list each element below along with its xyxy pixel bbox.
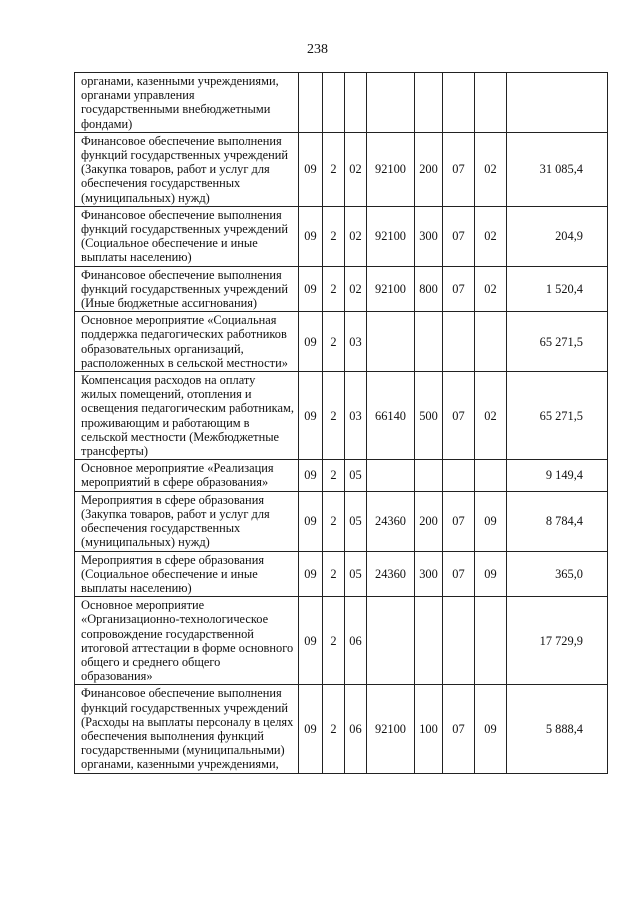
code-column-4: [367, 597, 415, 685]
code-column-3: 05: [345, 551, 367, 597]
code-column-7: 09: [475, 551, 507, 597]
row-amount: 31 085,4: [507, 132, 608, 206]
code-column-3: 05: [345, 491, 367, 551]
code-column-1: 09: [299, 266, 323, 312]
code-column-4: [367, 312, 415, 372]
row-description: органами, казенными учреждениями, органами управления государственными внебюджетными фондами): [75, 73, 299, 133]
code-column-4: 66140: [367, 372, 415, 460]
code-column-7: [475, 460, 507, 491]
code-column-7: 02: [475, 372, 507, 460]
code-column-6: 07: [443, 372, 475, 460]
code-column-4: 92100: [367, 132, 415, 206]
code-column-6: 07: [443, 491, 475, 551]
code-column-3: 06: [345, 597, 367, 685]
table-row: [75, 460, 608, 491]
code-column-2: 2: [323, 685, 345, 773]
code-column-2: 2: [323, 551, 345, 597]
row-amount: 65 271,5: [507, 372, 608, 460]
row-amount: 9 149,4: [507, 460, 608, 491]
code-column-5: 100: [415, 685, 443, 773]
code-column-3: 03: [345, 372, 367, 460]
row-amount: 365,0: [507, 551, 608, 597]
code-column-3: 03: [345, 312, 367, 372]
code-column-3: 02: [345, 206, 367, 266]
table-row: [75, 312, 608, 372]
code-column-5: 200: [415, 132, 443, 206]
code-column-6: [443, 460, 475, 491]
code-column-6: 07: [443, 266, 475, 312]
code-column-2: 2: [323, 312, 345, 372]
code-column-1: 09: [299, 597, 323, 685]
row-description: Финансовое обеспечение выполнения функций государственных учреждений (Социальное обеспечение и иные выплаты населению): [75, 206, 299, 266]
code-column-4: 24360: [367, 551, 415, 597]
row-amount: 5 888,4: [507, 685, 608, 773]
table-row: [75, 266, 608, 312]
code-column-7: [475, 312, 507, 372]
code-column-4: 24360: [367, 491, 415, 551]
row-amount: 1 520,4: [507, 266, 608, 312]
code-column-5: 300: [415, 551, 443, 597]
code-column-2: [323, 73, 345, 133]
row-amount: 17 729,9: [507, 597, 608, 685]
code-column-6: [443, 312, 475, 372]
row-amount: 204,9: [507, 206, 608, 266]
code-column-5: 200: [415, 491, 443, 551]
code-column-3: [345, 73, 367, 133]
code-column-2: 2: [323, 597, 345, 685]
code-column-6: 07: [443, 685, 475, 773]
table-row: [75, 685, 608, 773]
table-row: [75, 206, 608, 266]
code-column-4: 92100: [367, 685, 415, 773]
code-column-5: 800: [415, 266, 443, 312]
code-column-5: [415, 597, 443, 685]
code-column-1: 09: [299, 372, 323, 460]
code-column-3: 02: [345, 266, 367, 312]
row-description: Основное мероприятие «Организационно-технологическое сопровождение государственной итоговой аттестации в форме основного общего и среднего общего образования»: [75, 597, 299, 685]
code-column-1: 09: [299, 685, 323, 773]
code-column-7: 09: [475, 685, 507, 773]
code-column-1: 09: [299, 460, 323, 491]
budget-table: [74, 72, 608, 774]
code-column-5: 500: [415, 372, 443, 460]
code-column-4: [367, 460, 415, 491]
row-description: Финансовое обеспечение выполнения функций государственных учреждений (Иные бюджетные ассигнования): [75, 266, 299, 312]
code-column-2: 2: [323, 266, 345, 312]
code-column-2: 2: [323, 206, 345, 266]
code-column-5: [415, 312, 443, 372]
row-description: Мероприятия в сфере образования (Закупка товаров, работ и услуг для обеспечения государственных (муниципальных) нужд): [75, 491, 299, 551]
table-row: [75, 491, 608, 551]
table-row: [75, 372, 608, 460]
code-column-3: 05: [345, 460, 367, 491]
row-description: Компенсация расходов на оплату жилых помещений, отопления и освещения педагогическим работникам, проживающим и работающим в сельской местности (Межбюджетные трансферты): [75, 372, 299, 460]
code-column-1: 09: [299, 491, 323, 551]
code-column-7: 09: [475, 491, 507, 551]
code-column-6: 07: [443, 206, 475, 266]
code-column-3: 06: [345, 685, 367, 773]
code-column-5: [415, 460, 443, 491]
code-column-2: 2: [323, 132, 345, 206]
code-column-6: [443, 597, 475, 685]
code-column-6: [443, 73, 475, 133]
page-number: 238: [307, 42, 328, 57]
row-description: Основное мероприятие «Реализация мероприятий в сфере образования»: [75, 460, 299, 491]
table-row: [75, 73, 608, 133]
code-column-7: 02: [475, 266, 507, 312]
table-row: [75, 597, 608, 685]
row-description: Финансовое обеспечение выполнения функций государственных учреждений (Закупка товаров, работ и услуг для обеспечения государственных (муниципальных) нужд): [75, 132, 299, 206]
table-row: [75, 551, 608, 597]
row-description: Финансовое обеспечение выполнения функций государственных учреждений (Расходы на выплаты персоналу в целях обеспечения выполнения функций государственными (муниципальными) органами, казенными учреждениями,: [75, 685, 299, 773]
code-column-4: 92100: [367, 266, 415, 312]
code-column-1: 09: [299, 551, 323, 597]
code-column-2: 2: [323, 491, 345, 551]
code-column-1: 09: [299, 206, 323, 266]
code-column-3: 02: [345, 132, 367, 206]
row-amount: 8 784,4: [507, 491, 608, 551]
row-amount: 65 271,5: [507, 312, 608, 372]
code-column-1: 09: [299, 132, 323, 206]
code-column-6: 07: [443, 132, 475, 206]
code-column-2: 2: [323, 460, 345, 491]
code-column-7: [475, 73, 507, 133]
code-column-6: 07: [443, 551, 475, 597]
code-column-5: [415, 73, 443, 133]
code-column-4: 92100: [367, 206, 415, 266]
code-column-1: 09: [299, 312, 323, 372]
code-column-7: [475, 597, 507, 685]
row-description: Основное мероприятие «Социальная поддержка педагогических работников образовательных организаций, расположенных в сельской местности»: [75, 312, 299, 372]
code-column-1: [299, 73, 323, 133]
code-column-5: 300: [415, 206, 443, 266]
row-amount: [507, 73, 608, 133]
code-column-2: 2: [323, 372, 345, 460]
table-row: [75, 132, 608, 206]
code-column-7: 02: [475, 132, 507, 206]
row-description: Мероприятия в сфере образования (Социальное обеспечение и иные выплаты населению): [75, 551, 299, 597]
code-column-4: [367, 73, 415, 133]
code-column-7: 02: [475, 206, 507, 266]
